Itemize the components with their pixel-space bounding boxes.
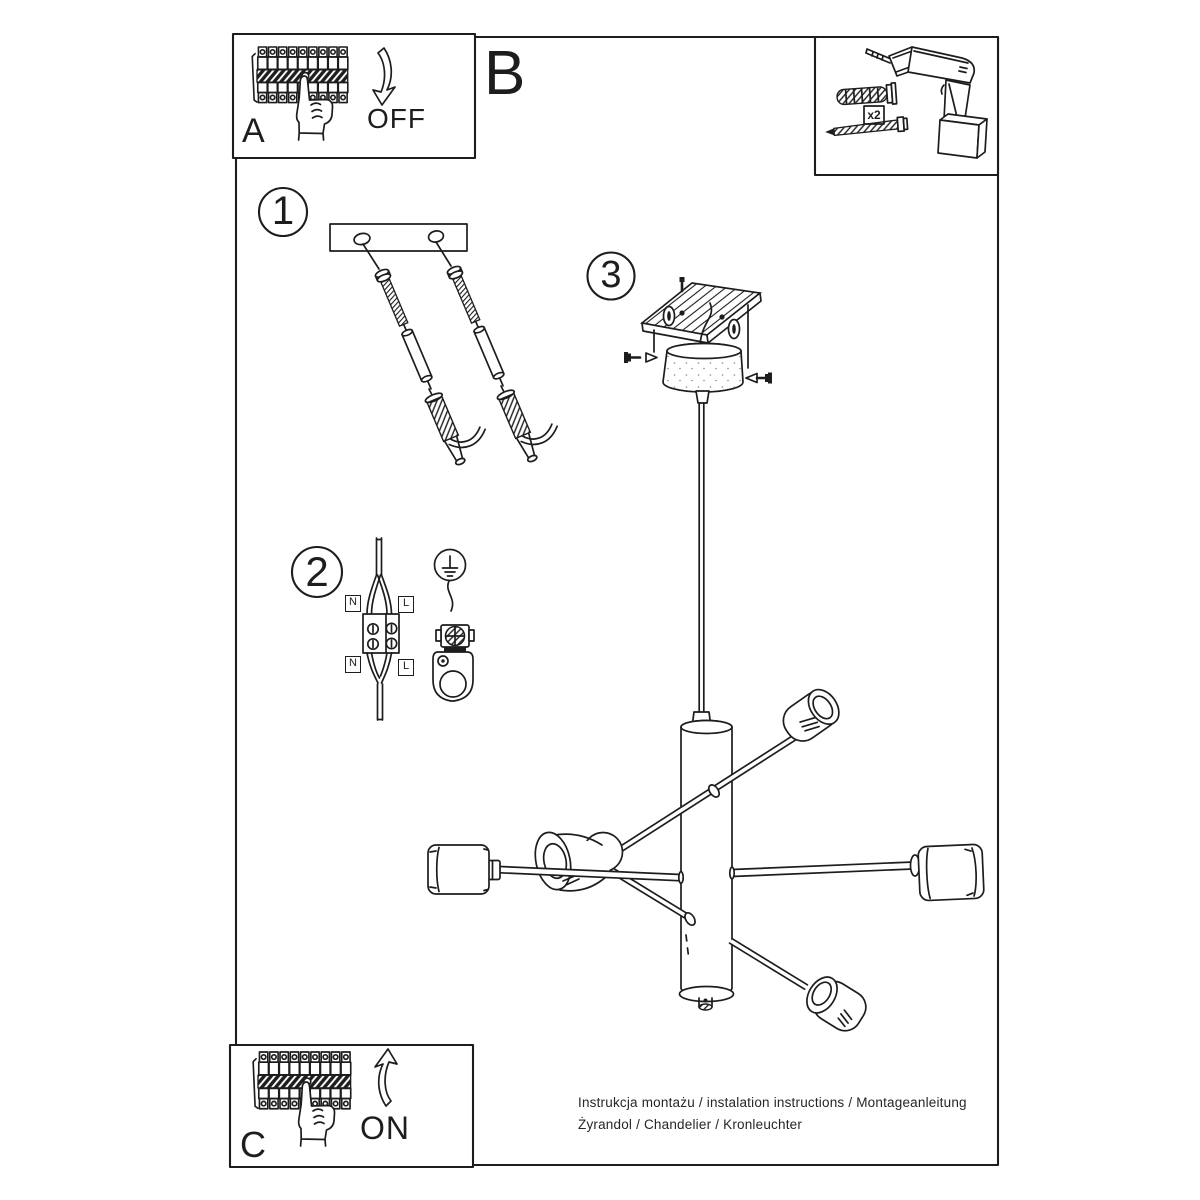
lamp-socket-upper-right — [777, 684, 845, 748]
terminal-label-l-bottom: L — [398, 659, 414, 676]
panel-a-label: A — [242, 112, 265, 150]
lamp-body — [681, 721, 732, 996]
chandelier-illustration — [428, 403, 984, 1037]
screw-assembly — [374, 268, 437, 392]
tools-quantity-badge: x2 — [867, 108, 881, 122]
terminal-label-n-top: N — [345, 595, 361, 612]
canopy-fixing-screw-icon — [746, 373, 772, 384]
tools-box — [815, 37, 998, 175]
terminal-label-n-bottom: N — [345, 656, 361, 673]
lamp-socket-lower-right — [800, 971, 872, 1037]
panel-a-action-text: OFF — [367, 103, 426, 134]
panel-c-label: C — [240, 1124, 266, 1165]
lamp-socket-left — [428, 845, 489, 894]
section-b-label: B — [484, 39, 526, 108]
footer-instructions-line: Instrukcja montażu / instalation instructions / Montageanleitung — [578, 1095, 967, 1110]
ground-terminal — [433, 625, 474, 701]
step1-number: 1 — [271, 189, 295, 233]
step3-number: 3 — [600, 254, 622, 296]
canopy — [663, 344, 743, 404]
step2-number: 2 — [305, 548, 329, 595]
canopy-fixing-screw-icon — [624, 352, 657, 363]
screw-assembly — [446, 265, 509, 389]
terminal-label-l-top: L — [398, 596, 414, 613]
footer-product-line: Żyrandol / Chandelier / Kronleuchter — [578, 1117, 803, 1132]
expansion-anchor-icon — [424, 381, 494, 467]
power-cable — [367, 653, 392, 720]
power-cable — [367, 538, 392, 614]
terminal-block — [363, 614, 399, 653]
suspension-rod — [692, 403, 711, 727]
panel-c-action-text: ON — [360, 1110, 410, 1146]
power-on-panel-box — [230, 1045, 473, 1167]
power-off-panel-box — [233, 34, 475, 158]
lamp-socket-right — [918, 844, 984, 901]
expansion-anchor-icon — [496, 378, 566, 464]
mounting-bracket — [330, 224, 467, 251]
ground-symbol-icon — [435, 550, 466, 581]
